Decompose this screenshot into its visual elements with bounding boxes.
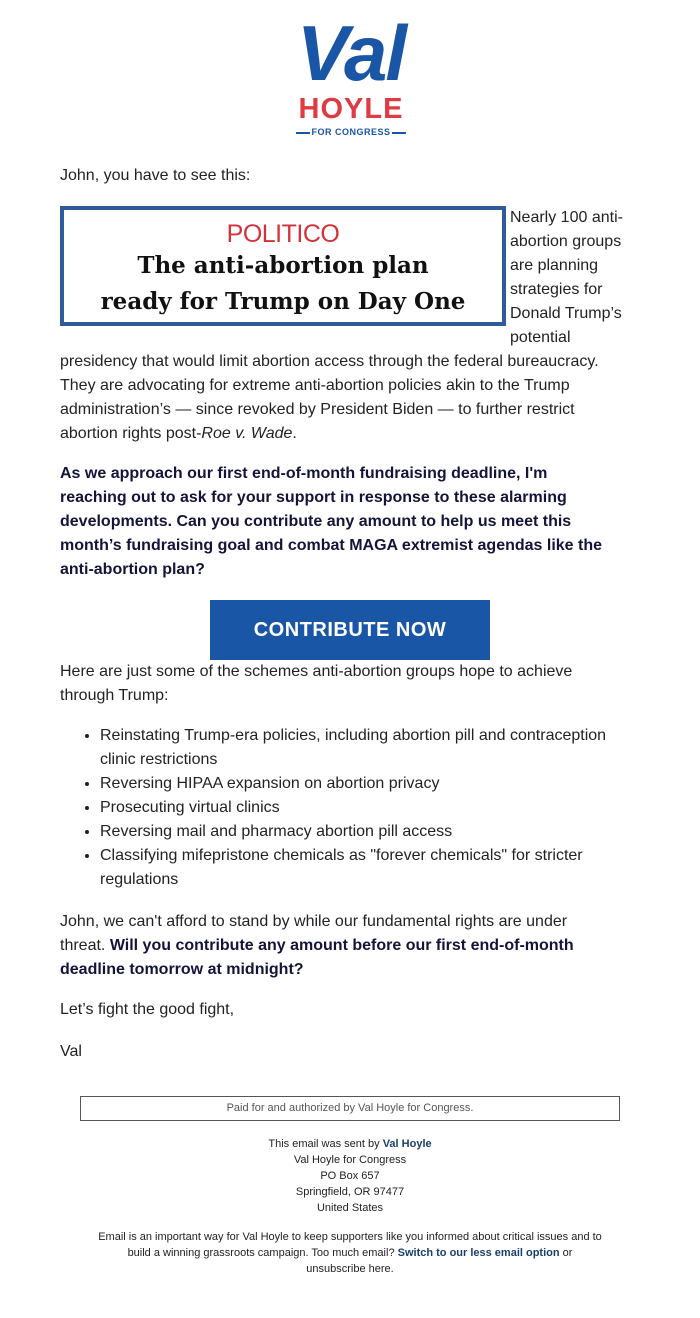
list-item <box>100 772 642 796</box>
logo-rule-right <box>392 132 406 134</box>
appeal-line: As we approach our first end-of-month fundraising deadline, I'm <box>60 465 548 482</box>
signature: Val <box>60 1043 82 1060</box>
closing-line: John, we can't afford to stand by while our fundamental rights are under <box>60 913 568 930</box>
list-item-line: • Reversing mail and pharmacy abortion pill access <box>100 823 453 840</box>
info-line: Email is an important way for Val Hoyle to keep supporters like you informed about critical issues and to <box>98 1231 602 1243</box>
politico-headline-image <box>60 206 506 326</box>
politico-logo-text: POLITICO <box>226 220 340 248</box>
closing-line-bold: deadline tomorrow at midnight? <box>60 961 304 978</box>
appeal-line: anti-abortion plan? <box>60 561 205 578</box>
schemes-intro-line: Here are just some of the schemes anti-abortion groups hope to achieve <box>60 663 573 680</box>
sender-link[interactable]: Val Hoyle <box>382 1138 432 1150</box>
list-item-line: • Prosecuting virtual clinics <box>100 799 280 816</box>
footer-info <box>40 1229 660 1277</box>
campaign-logo <box>274 9 428 140</box>
contribute-now-button[interactable]: CONTRIBUTE NOW <box>210 600 490 660</box>
address-line: Springfield, OR 97477 <box>295 1186 405 1198</box>
intro-paragraph <box>60 350 642 446</box>
intro-side-line: Nearly 100 anti- <box>510 209 623 226</box>
closing-line <box>60 934 642 958</box>
intro-last-suffix: . <box>292 425 297 442</box>
footer-address <box>40 1136 660 1216</box>
intro-side-line: potential <box>510 329 571 346</box>
less-email-link[interactable]: Switch to our less email option <box>397 1247 560 1259</box>
list-item-line: clinic restrictions <box>100 751 218 768</box>
logo-subtitle <box>274 126 428 138</box>
intro-side-text <box>510 206 640 350</box>
address-line: United States <box>316 1202 384 1214</box>
headline-line-1: The anti-abortion plan <box>137 252 429 279</box>
closing-paragraph <box>60 910 642 982</box>
intro-line: They are advocating for extreme anti-abortion policies akin to the Trump <box>60 377 570 394</box>
sent-by-line <box>40 1136 660 1152</box>
headline-line-2: ready for Trump on Day One <box>100 288 466 315</box>
list-item-line: regulations <box>100 871 179 888</box>
list-item <box>100 796 642 820</box>
paid-for-disclaimer: Paid for and authorized by Val Hoyle for Congress. <box>80 1096 620 1121</box>
info-line <box>40 1245 660 1261</box>
info-prefix: build a winning grassroots campaign. Too much email? <box>127 1247 398 1259</box>
list-item-line: • Reversing HIPAA expansion on abortion privacy <box>100 775 440 792</box>
closing-bold: Will you contribute any amount before our first end-of-month <box>109 937 574 954</box>
intro-line: administration’s — since revoked by President Biden — to further restrict <box>60 401 575 418</box>
logo-hoyle-text: HOYLE <box>298 93 404 125</box>
unsubscribe-link[interactable]: unsubscribe here. <box>306 1263 394 1275</box>
list-item-line: • Classifying mifepristone chemicals as "forever chemicals" for stricter <box>100 847 583 864</box>
address-line: PO Box 657 <box>320 1170 380 1182</box>
address-line: Val Hoyle for Congress <box>293 1154 407 1166</box>
schemes-list <box>60 724 642 892</box>
info-suffix: or <box>559 1247 573 1259</box>
logo-subtitle-text: FOR CONGRESS <box>311 127 391 137</box>
sent-by-prefix: This email was sent by <box>268 1138 383 1150</box>
list-item <box>100 820 642 844</box>
appeal-line: month’s fundraising goal and combat MAGA extremist agendas like the <box>60 537 603 554</box>
closing-plain: threat. <box>60 937 110 954</box>
roe-v-wade-italic: Roe v. Wade <box>201 425 293 442</box>
intro-last-prefix: abortion rights post- <box>60 425 202 442</box>
signoff: Let’s fight the good fight, <box>60 1001 235 1018</box>
list-item-line: • Reinstating Trump-era policies, including abortion pill and contraception <box>100 727 607 744</box>
list-item <box>100 724 642 772</box>
intro-line: presidency that would limit abortion access through the federal bureaucracy. <box>60 353 599 370</box>
appeal-line: developments. Can you contribute any amount to help us meet this <box>60 513 572 530</box>
greeting: John, you have to see this: <box>60 167 251 184</box>
intro-side-line: are planning <box>510 257 599 274</box>
schemes-intro-line: through Trump: <box>60 687 169 704</box>
intro-side-line: strategies for <box>510 281 603 298</box>
intro-side-line: abortion groups <box>510 233 622 250</box>
appeal-line: reaching out to ask for your support in response to these alarming <box>60 489 567 506</box>
intro-side-line: Donald Trump’s <box>510 305 622 322</box>
list-item <box>100 844 642 892</box>
appeal-paragraph <box>60 462 642 582</box>
schemes-intro <box>60 660 642 708</box>
logo-val-text: Val <box>296 9 406 97</box>
intro-line <box>60 422 642 446</box>
